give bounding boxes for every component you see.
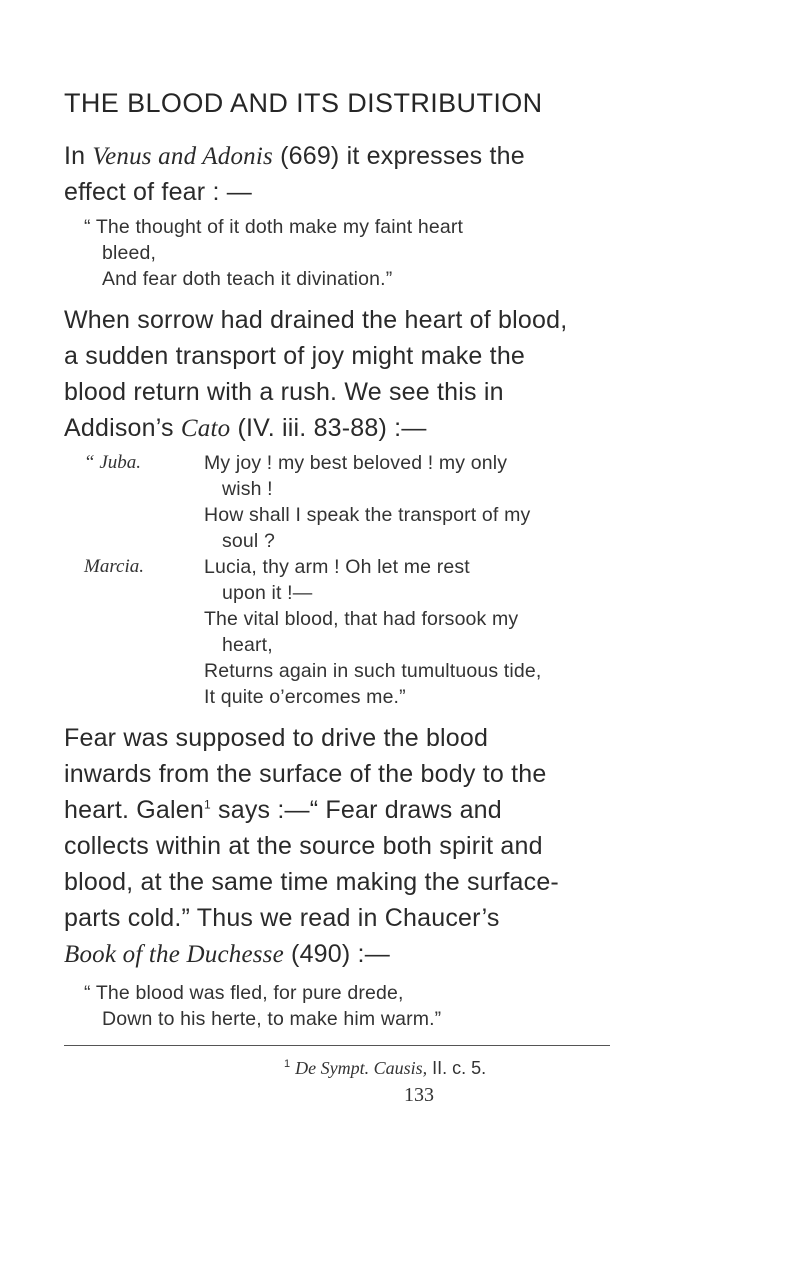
para3-line2: inwards from the surface of the body to the: [64, 760, 547, 788]
quote2-line9: Returns again in such tumultuous tide,: [204, 660, 542, 682]
para3-line7-post: (490) :—: [283, 940, 390, 968]
speaker-marcia: Marcia.: [84, 556, 144, 577]
quote2-line1: My joy ! my best beloved ! my only: [204, 452, 508, 474]
para2-line4: [64, 414, 427, 443]
quote1-line2: bleed,: [102, 242, 157, 264]
work-title-venus-and-adonis: Venus and Adonis: [92, 143, 273, 170]
footnote-marker: 1: [204, 797, 211, 812]
para3-line4: collects within at the source both spirit and: [64, 832, 543, 860]
para2-last-post: (IV. iii. 83-88) :—: [230, 414, 427, 442]
para2-last-pre: Addison’s: [64, 414, 181, 442]
speaker-juba: “ Juba.: [84, 452, 141, 473]
para2-line2: a sudden transport of joy might make the: [64, 342, 526, 370]
para3-line1: Fear was supposed to drive the blood: [64, 724, 489, 752]
para3-line5: blood, at the same time making the surface-: [64, 868, 559, 896]
footnote-rule: [64, 1045, 610, 1046]
footnote-number: 1: [284, 1058, 291, 1070]
quote2-line2: wish !: [222, 478, 273, 500]
quote2-line7: The vital blood, that had forsook my: [204, 608, 519, 630]
running-header: THE BLOOD AND ITS DISTRIBUTION: [64, 88, 543, 118]
quote2-line6: upon it !—: [222, 582, 313, 604]
quote2-line3: How shall I speak the transport of my: [204, 504, 531, 526]
para1-line1: [64, 142, 525, 171]
para1-line2: effect of fear : —: [64, 178, 252, 206]
footnote: [284, 1058, 486, 1079]
quote1-line3: And fear doth teach it divination.”: [102, 268, 393, 290]
page-number: 133: [404, 1084, 434, 1106]
footnote-ref: II. c. 5.: [427, 1058, 487, 1078]
para3-line3-post: says :—“ Fear draws and: [210, 796, 502, 824]
work-title-book-of-the-duchesse: Book of the Duchesse: [64, 941, 284, 968]
work-title-cato: Cato: [180, 415, 231, 442]
quote2-line4: soul ?: [222, 530, 275, 552]
para3-line6: parts cold.” Thus we read in Chaucer’s: [64, 904, 500, 932]
quote1-line1: “ The thought of it doth make my faint heart: [84, 216, 464, 238]
para3-line3-pre: heart. Galen: [64, 796, 204, 824]
para2-line3: blood return with a rush. We see this in: [64, 378, 504, 406]
footnote-title: De Sympt. Causis,: [295, 1058, 428, 1078]
para3-line3: [64, 796, 502, 825]
quote3-line2: Down to his herte, to make him warm.”: [102, 1008, 442, 1030]
para2-line1: When sorrow had drained the heart of blood,: [64, 306, 568, 334]
quote2-line10: It quite o’ercomes me.”: [204, 686, 406, 708]
para3-line7: [64, 940, 390, 969]
para1-pre: In: [64, 142, 93, 170]
para1-post: (669) it expresses the: [272, 142, 525, 170]
quote2-line8: heart,: [222, 634, 273, 656]
quote2-line5: Lucia, thy arm ! Oh let me rest: [204, 556, 470, 578]
quote3-line1: “ The blood was fled, for pure drede,: [84, 982, 404, 1004]
